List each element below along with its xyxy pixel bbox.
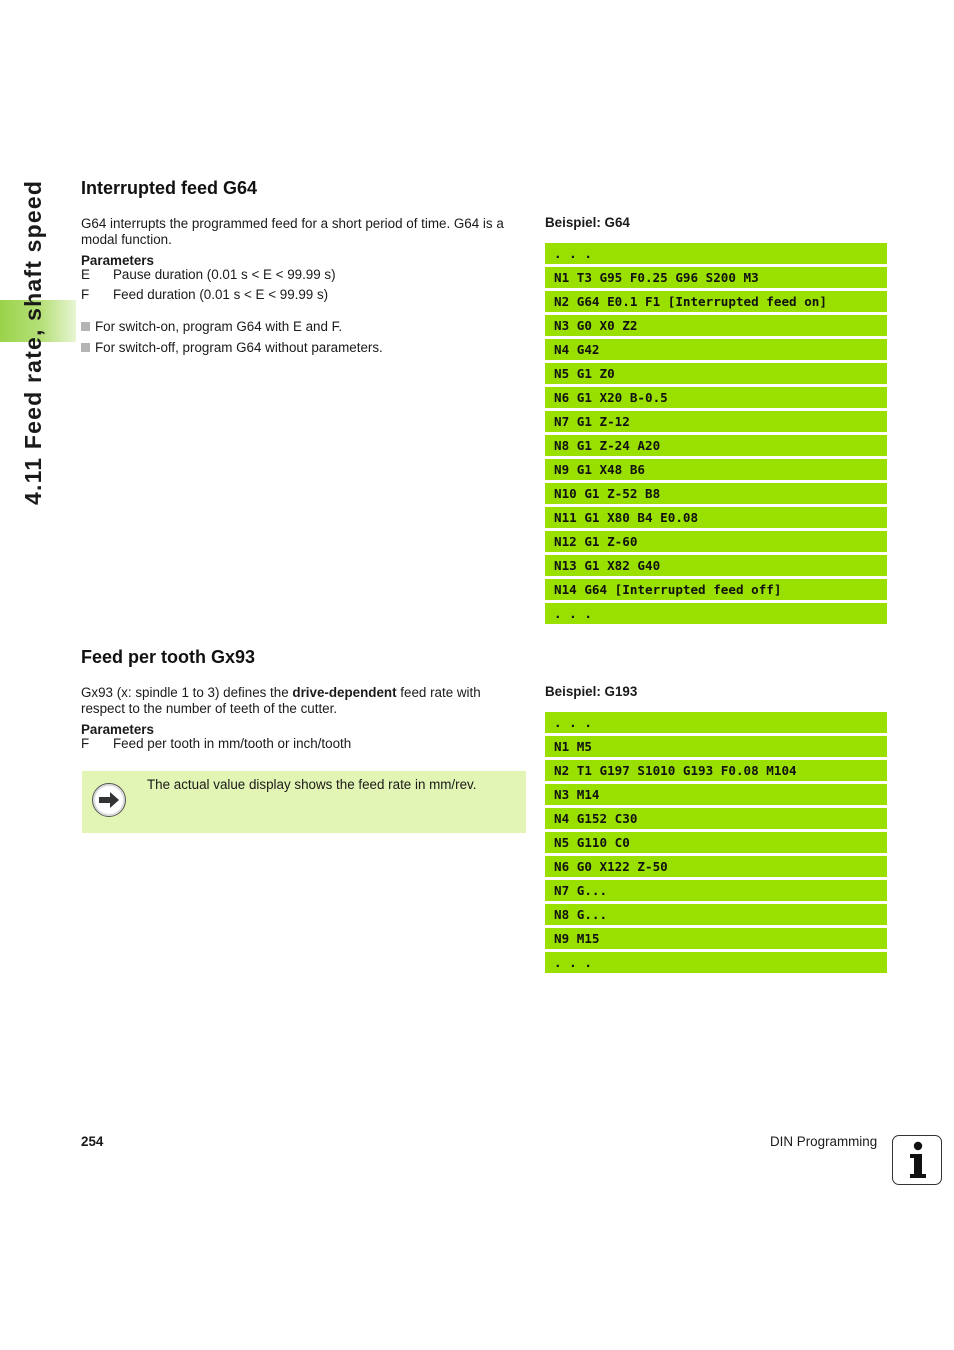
code-line: . . . bbox=[545, 952, 887, 973]
code-block-g64 bbox=[545, 243, 887, 627]
section-heading-g64: Interrupted feed G64 bbox=[81, 178, 258, 198]
intro-text: Gx93 (x: spindle 1 to 3) defines the bbox=[81, 685, 293, 700]
code-line: N9 M15 bbox=[545, 928, 887, 949]
code-line: N7 G... bbox=[545, 880, 887, 901]
note-text: The actual value display shows the feed rate in mm/rev. bbox=[147, 777, 477, 792]
code-line: N1 T3 G95 F0.25 G96 S200 M3 bbox=[545, 267, 887, 288]
arrow-right-icon bbox=[92, 783, 126, 817]
param-text: Pause duration (0.01 s < E < 99.99 s) bbox=[113, 267, 336, 282]
chapter-side-title: 4.11 Feed rate, shaft speed bbox=[20, 179, 46, 505]
param-text: Feed duration (0.01 s < E < 99.99 s) bbox=[113, 287, 329, 302]
g64-bullet-switch-on bbox=[81, 319, 342, 335]
code-line: N5 G1 Z0 bbox=[545, 363, 887, 384]
code-line: . . . bbox=[545, 243, 887, 264]
code-line: N5 G110 C0 bbox=[545, 832, 887, 853]
bullet-text: For switch-on, program G64 with E and F. bbox=[95, 319, 343, 334]
code-line: N1 M5 bbox=[545, 736, 887, 757]
param-text: Feed per tooth in mm/tooth or inch/tooth bbox=[113, 736, 352, 751]
page-number: 254 bbox=[81, 1134, 104, 1149]
gx93-intro bbox=[81, 685, 527, 717]
code-line: N3 G0 X0 Z2 bbox=[545, 315, 887, 336]
bullet-square-icon bbox=[81, 343, 90, 352]
code-line: N3 M14 bbox=[545, 784, 887, 805]
code-line: N4 G152 C30 bbox=[545, 808, 887, 829]
gx93-parameters-label: Parameters bbox=[81, 722, 154, 737]
info-icon bbox=[892, 1135, 942, 1185]
code-line: N8 G1 Z-24 A20 bbox=[545, 435, 887, 456]
g64-param-f bbox=[81, 287, 328, 303]
code-line: N6 G1 X20 B-0.5 bbox=[545, 387, 887, 408]
code-line: . . . bbox=[545, 712, 887, 733]
code-line: N12 G1 Z-60 bbox=[545, 531, 887, 552]
example-label-g193: Beispiel: G193 bbox=[545, 684, 638, 699]
code-line: N2 T1 G197 S1010 G193 F0.08 M104 bbox=[545, 760, 887, 781]
code-line: N7 G1 Z-12 bbox=[545, 411, 887, 432]
g64-bullet-switch-off bbox=[81, 340, 383, 356]
footer-chapter-title: DIN Programming bbox=[770, 1134, 878, 1149]
code-line: N11 G1 X80 B4 E0.08 bbox=[545, 507, 887, 528]
param-key: F bbox=[81, 287, 90, 302]
bullet-square-icon bbox=[81, 322, 90, 331]
intro-bold-text: drive-dependent bbox=[292, 685, 397, 700]
code-line: N13 G1 X82 G40 bbox=[545, 555, 887, 576]
code-line: N9 G1 X48 B6 bbox=[545, 459, 887, 480]
g64-param-e bbox=[81, 267, 336, 283]
g64-parameters-label: Parameters bbox=[81, 253, 154, 268]
param-key: F bbox=[81, 736, 90, 751]
intro-text: feed rate with respect to the number of teeth of the cutter. bbox=[81, 685, 481, 716]
code-block-g193 bbox=[545, 712, 887, 976]
code-line: . . . bbox=[545, 603, 887, 624]
example-label-g64: Beispiel: G64 bbox=[545, 215, 630, 230]
param-key: E bbox=[81, 267, 90, 282]
g64-intro: G64 interrupts the programmed feed for a short period of time. G64 is a modal function. bbox=[81, 216, 504, 247]
code-line: N8 G... bbox=[545, 904, 887, 925]
code-line: N14 G64 [Interrupted feed off] bbox=[545, 579, 887, 600]
note-box bbox=[82, 771, 526, 833]
code-line: N2 G64 E0.1 F1 [Interrupted feed on] bbox=[545, 291, 887, 312]
bullet-text: For switch-off, program G64 without parameters. bbox=[95, 340, 383, 355]
code-line: N6 G0 X122 Z-50 bbox=[545, 856, 887, 877]
code-line: N10 G1 Z-52 B8 bbox=[545, 483, 887, 504]
code-line: N4 G42 bbox=[545, 339, 887, 360]
gx93-param-f bbox=[81, 736, 351, 752]
section-heading-gx93: Feed per tooth Gx93 bbox=[81, 647, 256, 667]
